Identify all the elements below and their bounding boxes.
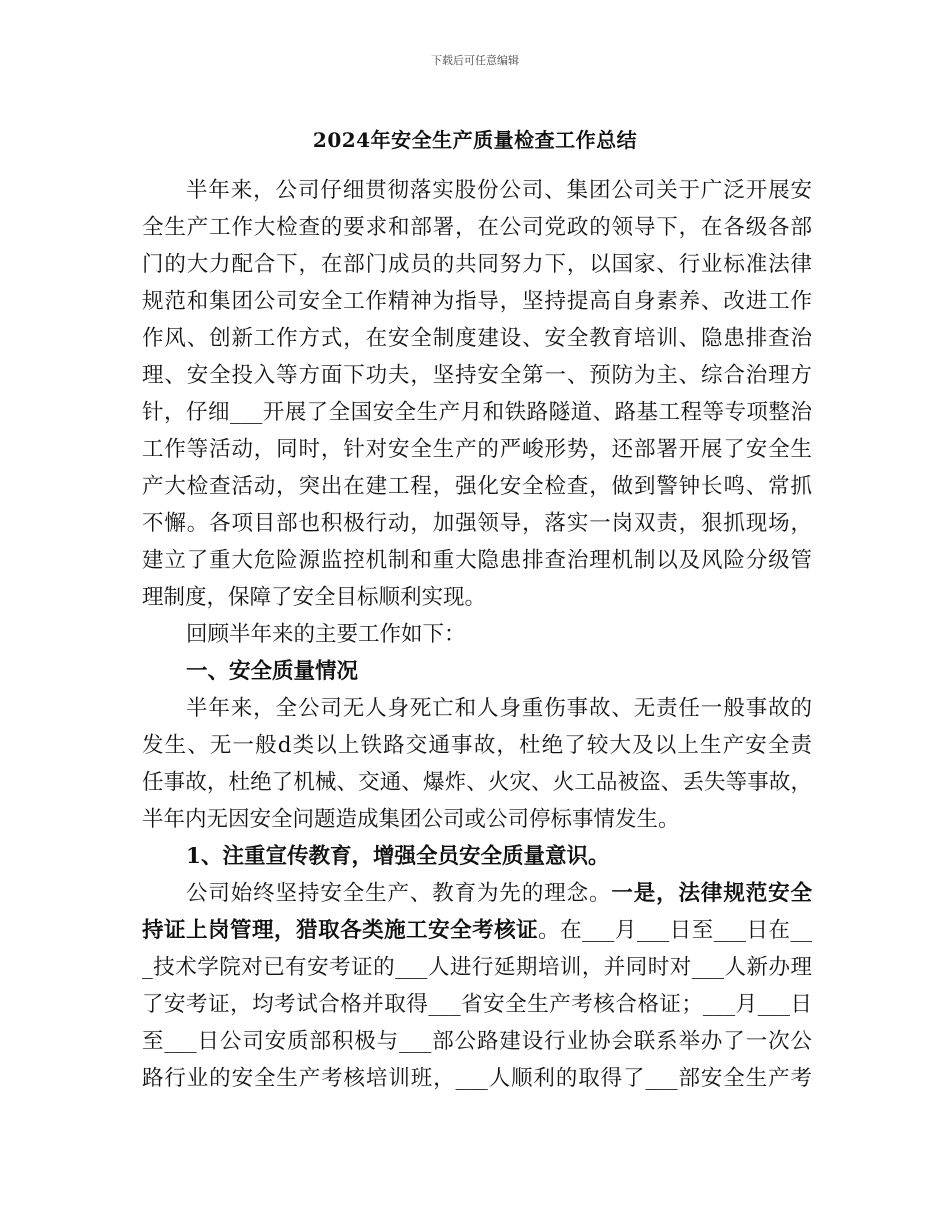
paragraph-line: 理、安全投入等方面下功夫，坚持安全第一、预防为主、综合治理方 (142, 363, 812, 388)
page-header-note: 下载后可任意编辑 (431, 54, 519, 67)
paragraph-line: 工作等活动，同时，针对安全生产的严峻形势，还部署开展了安全生 (142, 437, 812, 462)
paragraph-line: 至___日公司安质部积极与___部公路建设行业协会联系举办了一次公 (142, 1029, 812, 1054)
paragraph-line: 建立了重大危险源监控机制和重大隐患排查治理机制以及风险分级管 (142, 548, 812, 573)
paragraph-line: 半年来，公司仔细贯彻落实股份公司、集团公司关于广泛开展安 (186, 178, 812, 203)
emphasis-text: 一是，法律规范安全 (611, 881, 812, 906)
paragraph-line: 任事故，杜绝了机械、交通、爆炸、火灾、火工品被盗、丢失等事故， (142, 770, 812, 795)
paragraph-line: 规范和集团公司安全工作精神为指导，坚持提高自身素养、改进工作 (142, 289, 812, 314)
subheading: 1、注重宣传教育，增强全员安全质量意识。 (186, 844, 610, 869)
paragraph-line: 全生产工作大检查的要求和部署，在公司党政的领导下，在各级各部 (142, 215, 812, 240)
paragraph-line: 门的大力配合下，在部门成员的共同努力下，以国家、行业标准法律 (142, 252, 812, 277)
paragraph-line: 发生、无一般d类以上铁路交通事故，杜绝了较大及以上生产安全责 (142, 733, 812, 758)
paragraph-line: 作风、创新工作方式，在安全制度建设、安全教育培训、隐患排查治 (142, 326, 812, 351)
paragraph-text: 。在___月___日至___日在__ (538, 918, 812, 943)
document-title: 2024年安全生产质量检查工作总结 (312, 128, 638, 152)
paragraph-line: _技术学院对已有安考证的___人进行延期培训，并同时对___人新办理 (142, 955, 812, 980)
paragraph-text: 公司始终坚持安全生产、教育为先的理念。 (186, 881, 612, 906)
paragraph-line: 理制度，保障了安全目标顺利实现。 (142, 585, 487, 610)
paragraph-line: 半年来，全公司无人身死亡和人身重伤事故、无责任一般事故的 (186, 696, 812, 721)
section-heading: 一、安全质量情况 (186, 659, 359, 684)
paragraph-line: 产大检查活动，突出在建工程，强化安全检查，做到警钟长鸣、常抓 (142, 474, 812, 499)
review-intro: 回顾半年来的主要工作如下： (186, 622, 466, 647)
paragraph-line: 路行业的安全生产考核培训班，___人顺利的取得了___部安全生产考 (142, 1066, 812, 1091)
paragraph-line (142, 875, 812, 912)
paragraph-line: 针，仔细___开展了全国安全生产月和铁路隧道、路基工程等专项整治 (142, 400, 812, 425)
paragraph-line (142, 912, 812, 949)
emphasis-text: 持证上岗管理，猎取各类施工安全考核证 (142, 918, 539, 943)
paragraph-line: 了安考证，均考试合格并取得___省安全生产考核合格证；___月___日 (142, 992, 812, 1017)
paragraph-line: 半年内无因安全问题造成集团公司或公司停标事情发生。 (142, 807, 680, 832)
paragraph-line: 不懈。各项目部也积极行动，加强领导，落实一岗双责，狠抓现场， (142, 511, 812, 536)
document-body (142, 172, 812, 1097)
